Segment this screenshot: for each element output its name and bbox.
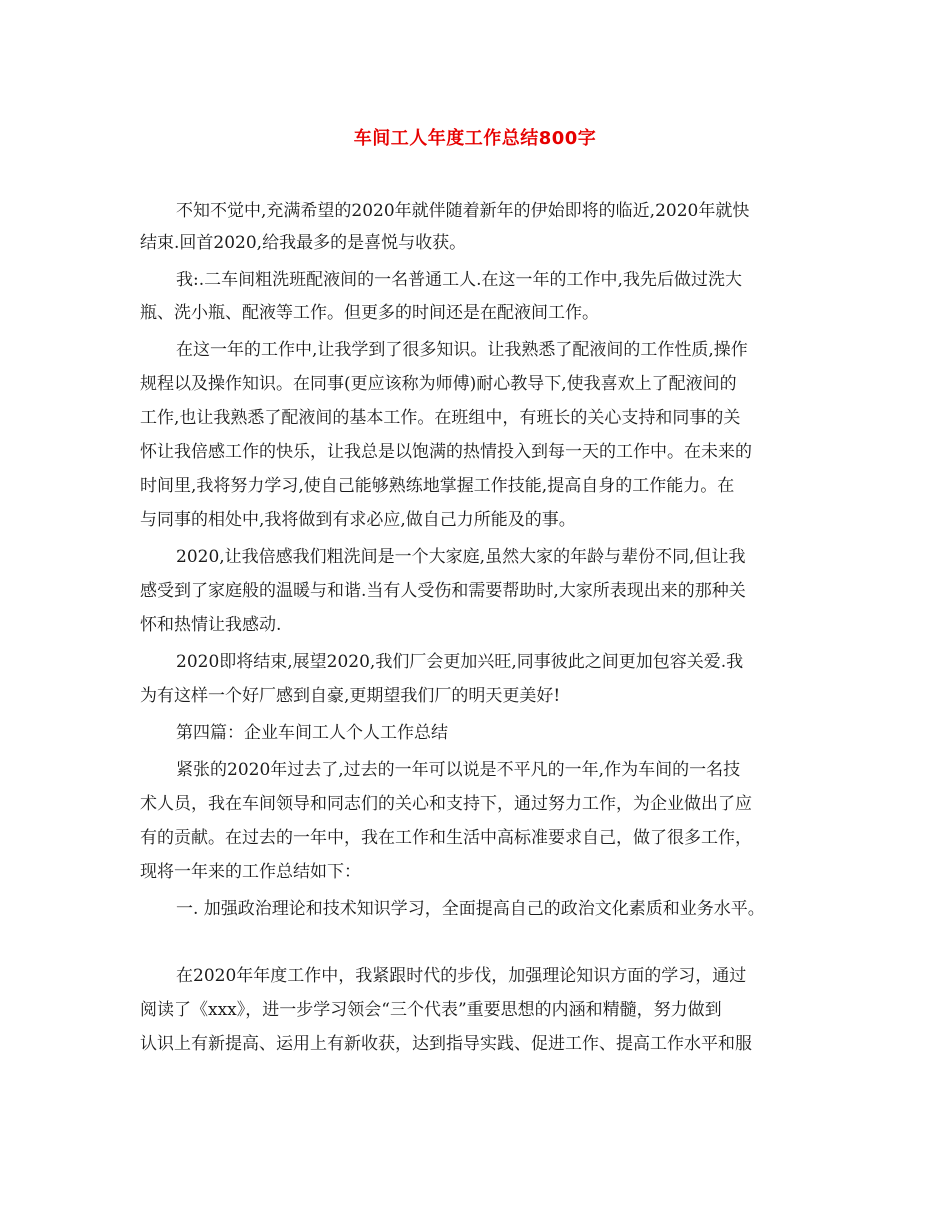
paragraph-line: 现将一年来的工作总结如下： (140, 862, 361, 882)
paragraph-line: 在2020年年度工作中，我紧跟时代的步伐，加强理论知识方面的学习，通过 (176, 966, 747, 986)
section-heading: 第四篇：企业车间工人个人工作总结 (176, 723, 448, 743)
section-heading: 一. 加强政治理论和技术知识学习，全面提高自己的政治文化素质和业务水平。 (176, 899, 765, 919)
paragraph-line: 感受到了家庭般的温暖与和谐.当有人受伤和需要帮助时,大家所表现出来的那种关 (140, 581, 746, 601)
paragraph-line: 瓶、洗小瓶、配液等工作。但更多的时间还是在配液间工作。 (140, 303, 599, 323)
paragraph-line: 与同事的相处中,我将做到有求必应,做自己力所能及的事。 (140, 510, 576, 530)
paragraph-line: 不知不觉中,充满希望的2020年就伴随着新年的伊始即将的临近,2020年就快 (176, 201, 750, 221)
paragraph-line: 工作,也让我熟悉了配液间的基本工作。在班组中，有班长的关心支持和同事的关 (140, 408, 741, 428)
paragraph-line: 我:.二车间粗洗班配液间的一名普通工人.在这一年的工作中,我先后做过洗大 (176, 270, 742, 290)
paragraph-line: 时间里,我将努力学习,使自己能够熟练地掌握工作技能,提高自身的工作能力。在 (140, 476, 735, 496)
paragraph-line: 结束.回首2020,给我最多的是喜悦与收获。 (140, 233, 467, 253)
paragraph-line: 紧张的2020年过去了,过去的一年可以说是不平凡的一年,作为车间的一名技 (176, 760, 741, 780)
paragraph-line: 为有这样一个好厂感到自豪,更期望我们厂的明天更美好! (140, 686, 561, 706)
paragraph-line: 怀让我倍感工作的快乐，让我总是以饱满的热情投入到每一天的工作中。在未来的 (140, 442, 752, 462)
paragraph-line: 规程以及操作知识。在同事(更应该称为师傅)耐心教导下,使我喜欢上了配液间的 (140, 374, 737, 394)
paragraph-line: 术人员，我在车间领导和同志们的关心和支持下，通过努力工作，为企业做出了应 (140, 794, 752, 814)
paragraph-line: 认识上有新提高、运用上有新收获，达到指导实践、促进工作、提高工作水平和服 (140, 1034, 752, 1054)
paragraph-line: 2020即将结束,展望2020,我们厂会更加兴旺,同事彼此之间更加包容关爱.我 (176, 652, 744, 672)
paragraph-line: 2020,让我倍感我们粗洗间是一个大家庭,虽然大家的年龄与辈份不同,但让我 (176, 547, 746, 567)
paragraph-line: 怀和热情让我感动. (140, 615, 282, 635)
paragraph-line: 阅读了《xxx》，进一步学习领会“三个代表”重要思想的内涵和精髓，努力做到 (140, 1000, 722, 1020)
document-title: 车间工人年度工作总结800字 (353, 128, 597, 149)
paragraph-line: 有的贡献。在过去的一年中，我在工作和生活中高标准要求自己，做了很多工作， (140, 828, 752, 848)
paragraph-line: 在这一年的工作中,让我学到了很多知识。让我熟悉了配液间的工作性质,操作 (176, 340, 748, 360)
